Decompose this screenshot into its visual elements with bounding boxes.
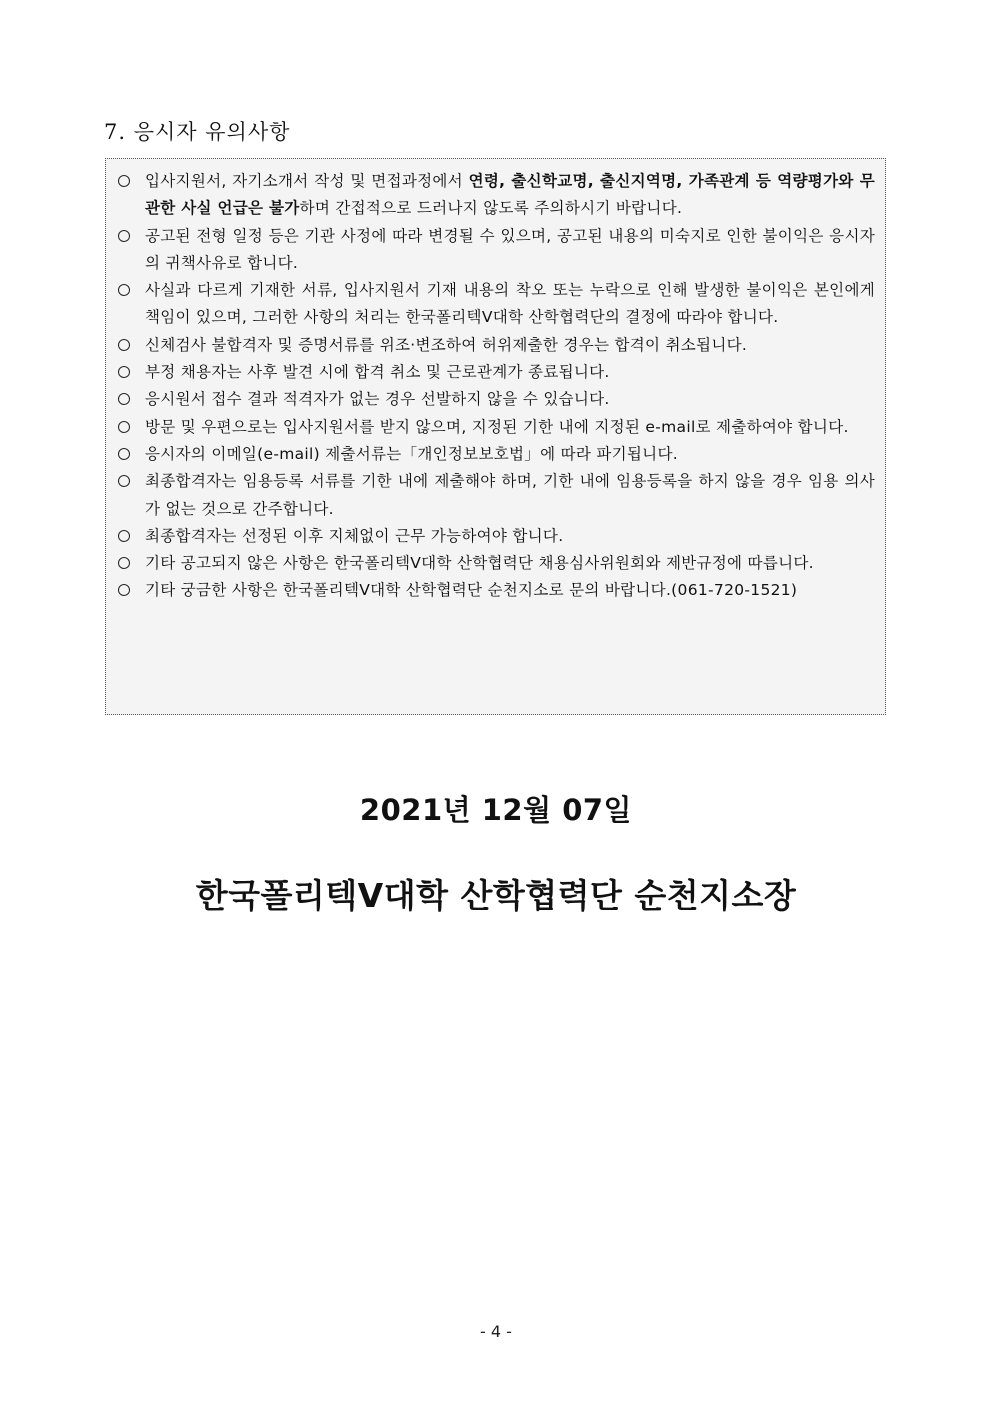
notice-text: [145, 527, 563, 545]
notice-text: [145, 472, 875, 517]
notice-list: [118, 168, 875, 605]
notice-item: [118, 223, 875, 278]
announcement-date: 2021년 12월 07일: [359, 793, 633, 827]
issuer-signature: 한국폴리텍V대학 산학협력단 순천지소장: [195, 876, 797, 915]
notice-text-emphasis: 연령, 출신학교명, 출신지역명, 가족관계 등 역량평가와 무관한 사실 언급은 불가: [145, 172, 875, 218]
notice-item: [118, 168, 875, 223]
page-number: - 4 -: [480, 1322, 512, 1341]
circle-bullet-icon: [118, 284, 130, 296]
circle-bullet-icon: [118, 339, 130, 351]
circle-bullet-icon: [118, 175, 130, 187]
notice-text-part: 응시원서 접수 결과 적격자가 없는 경우 선발하지 않을 수 있습니다.: [145, 390, 610, 409]
notice-text-part: 기타 궁금한 사항은 한국폴리텍V대학 산학협력단 순천지소로 문의 바랍니다.(061-720-1521): [145, 581, 798, 600]
notice-item: [118, 550, 875, 577]
notice-item: [118, 414, 875, 441]
notice-text: [145, 281, 875, 326]
notice-text: [145, 554, 814, 572]
notice-text: [145, 581, 797, 599]
notice-item: [118, 577, 875, 604]
circle-bullet-icon: [118, 421, 130, 433]
notice-text-part: 응시자의 이메일(e-mail) 제출서류는「개인정보보호법」에 따라 파기됩니다.: [145, 444, 678, 463]
notice-text-part: 하며 간접적으로 드러나지 않도록 주의하시기 바랍니다.: [299, 199, 683, 218]
circle-bullet-icon: [118, 557, 130, 569]
circle-bullet-icon: [118, 448, 130, 460]
notice-text-part: 최종합격자는 임용등록 서류를 기한 내에 제출해야 하며, 기한 내에 임용등록을 하지 않을 경우 임용 의사가 없는 것으로 간주합니다.: [145, 472, 875, 518]
notice-text-part: 사실과 다르게 기재한 서류, 입사지원서 기재 내용의 착오 또는 누락으로 인해 발생한 불이익은 본인에게 책임이 있으며, 그러한 사항의 처리는 한국폴리텍V대학 산학협력단의 결정에 따라야 합니다.: [145, 281, 875, 327]
circle-bullet-icon: [118, 366, 130, 378]
notice-text: [145, 363, 610, 381]
notice-item: [118, 441, 875, 468]
notice-text: [145, 336, 747, 354]
notice-item: [118, 332, 875, 359]
circle-bullet-icon: [118, 530, 130, 542]
notice-box: [105, 158, 886, 715]
notice-text: [145, 418, 849, 436]
notice-text-part: 부정 채용자는 사후 발견 시에 합격 취소 및 근로관계가 종료됩니다.: [145, 363, 610, 382]
notice-item: [118, 523, 875, 550]
circle-bullet-icon: [118, 393, 130, 405]
notice-text-part: 기타 공고되지 않은 사항은 한국폴리텍V대학 산학협력단 채용심사위원회와 제반규정에 따릅니다.: [145, 554, 814, 573]
section-title: 7. 응시자 유의사항: [104, 120, 291, 144]
notice-text-part: 공고된 전형 일정 등은 기관 사정에 따라 변경될 수 있으며, 공고된 내용의 미숙지로 인한 불이익은 응시자의 귀책사유로 합니다.: [145, 226, 875, 272]
notice-item: [118, 277, 875, 332]
notice-item: [118, 359, 875, 386]
notice-text-part: 방문 및 우편으로는 입사지원서를 받지 않으며, 지정된 기한 내에 지정된 e-mail로 제출하여야 합니다.: [145, 417, 849, 436]
notice-text: [145, 445, 678, 463]
notice-text: [145, 227, 875, 272]
notice-text-part: 신체검사 불합격자 및 증명서류를 위조·변조하여 허위제출한 경우는 합격이 취소됩니다.: [145, 335, 748, 354]
notice-item: [118, 386, 875, 413]
notice-text: [145, 172, 875, 217]
circle-bullet-icon: [118, 230, 130, 242]
circle-bullet-icon: [118, 584, 130, 596]
notice-item: [118, 468, 875, 523]
circle-bullet-icon: [118, 475, 130, 487]
notice-text-part: 입사지원서, 자기소개서 작성 및 면접과정에서: [145, 172, 469, 190]
notice-text: [145, 390, 610, 408]
notice-text-part: 최종합격자는 선정된 이후 지체없이 근무 가능하여야 합니다.: [145, 526, 564, 545]
